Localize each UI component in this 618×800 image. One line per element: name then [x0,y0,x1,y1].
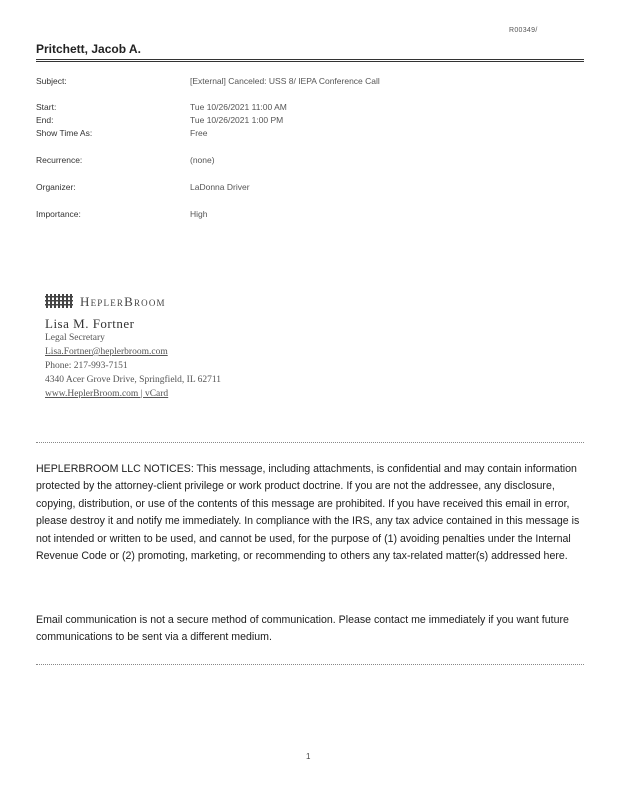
signature-email-link[interactable]: Lisa.Fortner@heplerbroom.com [45,347,168,357]
start-value: Tue 10/26/2021 11:00 AM [190,102,287,112]
organizer-value: LaDonna Driver [190,182,250,192]
separator-dotted-bottom [36,664,584,665]
separator-dotted-top [36,442,584,443]
confidentiality-notice: HEPLERBROOM LLC NOTICES: This message, including attachments, is confidential and may contain information protected by the attorney-client privilege or work product doctrine. If you are not the addressee, any disclosure, copying, distribution, or use of the contents of this message are prohibited. If you have received this email in error, please destroy it and notify me immediately. In compliance with the IRS, any tax advice contained in this message is not intended or written to be used, and cannot be used, for the purpose of (1) avoiding penalties under the Internal Revenue Code or (2) promoting, marketing, or recommending to others any tax-related matter(s) addressed here. [36,463,580,563]
importance-label: Importance: [36,209,81,219]
recurrence-label: Recurrence: [36,155,83,165]
subject-value: [External] Canceled: USS 8/ IEPA Conference Call [190,76,380,86]
signature-address: 4340 Acer Grove Drive, Springfield, IL 62711 [45,375,222,385]
security-notice: Email communication is not a secure method of communication. Please contact me immediately if you want future communications to be sent via a different medium. [36,614,569,644]
subject-label: Subject: [36,76,67,86]
firm-logo-text: HeplerBroom [80,294,166,309]
mailbox-owner: Pritchett, Jacob A. [36,42,141,56]
show-time-as-value: Free [190,128,208,138]
signature-website-link[interactable]: www.HeplerBroom.com | vCard [45,389,169,399]
firm-logo-icon [45,293,75,309]
importance-value: High [190,209,208,219]
start-label: Start: [36,102,57,112]
show-time-as-label: Show Time As: [36,128,93,138]
header-rule [36,59,584,62]
signature-title: Legal Secretary [45,333,105,343]
signature-name: Lisa M. Fortner [45,316,135,331]
page-number: 1 [306,752,311,761]
end-value: Tue 10/26/2021 1:00 PM [190,115,284,125]
organizer-label: Organizer: [36,182,76,192]
recurrence-value: (none) [190,155,215,165]
signature-phone: Phone: 217-993-7151 [45,361,128,371]
end-label: End: [36,115,54,125]
bates-number: R00349/ [509,27,538,34]
